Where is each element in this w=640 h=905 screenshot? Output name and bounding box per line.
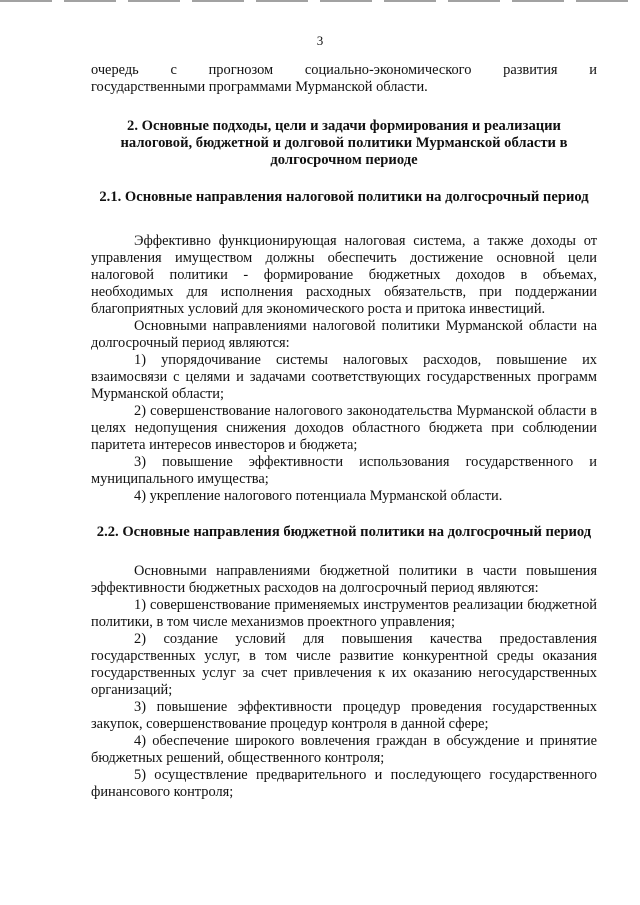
section-2-heading: 2. Основные подходы, цели и задачи формирования и реализации налоговой, бюджетной и долговой политики Мурманской области в долгосрочном периоде xyxy=(120,118,568,168)
section-2-1-heading: 2.1. Основные направления налоговой политики на долгосрочный период xyxy=(99,189,589,205)
tax-policy-list-item: 2) совершенствование налогового законодательства Мурманской области в целях недопущения снижения доходов областного бюджета при соблюдении паритета интересов инвесторов и бюджета; xyxy=(91,403,597,453)
intro-line-1: очередь с прогнозом социально-экономического развития и xyxy=(91,62,597,78)
tax-policy-paragraph: Основными направлениями налоговой политики Мурманской области на долгосрочный период являются: xyxy=(91,318,597,351)
intro-line-2: государственными программами Мурманской области. xyxy=(91,79,428,95)
tax-policy-list-item: 4) укрепление налогового потенциала Мурманской области. xyxy=(134,488,503,504)
scan-top-edge xyxy=(0,0,640,2)
budget-policy-paragraph: Основными направлениями бюджетной политики в части повышения эффективности бюджетных расходов на долгосрочный период являются: xyxy=(91,563,597,596)
budget-policy-list-item: 1) совершенствование применяемых инструментов реализации бюджетной политики, в том числе механизмов проектного управления; xyxy=(91,597,597,630)
section-2-2-heading: 2.2. Основные направления бюджетной политики на долгосрочный период xyxy=(96,524,592,540)
budget-policy-list-item: 5) осуществление предварительного и последующего государственного финансового контроля; xyxy=(91,767,597,800)
budget-policy-list-item: 2) создание условий для повышения качества предоставления государственных услуг, в том числе развитие конкурентной среды оказания государственных услуг за счет привлечения к их оказанию негосударственных организаций; xyxy=(91,631,597,698)
tax-policy-list-item: 1) упорядочивание системы налоговых расходов, повышение их взаимосвязи с целями и задачами соответствующих государственных программ Мурманской области; xyxy=(91,352,597,402)
page-number: 3 xyxy=(316,33,324,48)
tax-policy-list-item: 3) повышение эффективности использования государственного и муниципального имущества; xyxy=(91,454,597,487)
document-body xyxy=(91,62,597,801)
budget-policy-list-item: 3) повышение эффективности процедур проведения государственных закупок, совершенствование процедур контроля в данной сфере; xyxy=(91,699,597,732)
tax-policy-paragraph: Эффективно функционирующая налоговая система, а также доходы от управления имуществом должны обеспечить достижение основной цели налоговой политики - формирование бюджетных доходов в объемах, необходимых для исполнения расходных обязательств, при поддержании благоприятных условий для экономического роста и притока инвестиций. xyxy=(91,233,597,317)
budget-policy-list-item: 4) обеспечение широкого вовлечения граждан в обсуждение и принятие бюджетных решений, общественного контроля; xyxy=(91,733,597,766)
